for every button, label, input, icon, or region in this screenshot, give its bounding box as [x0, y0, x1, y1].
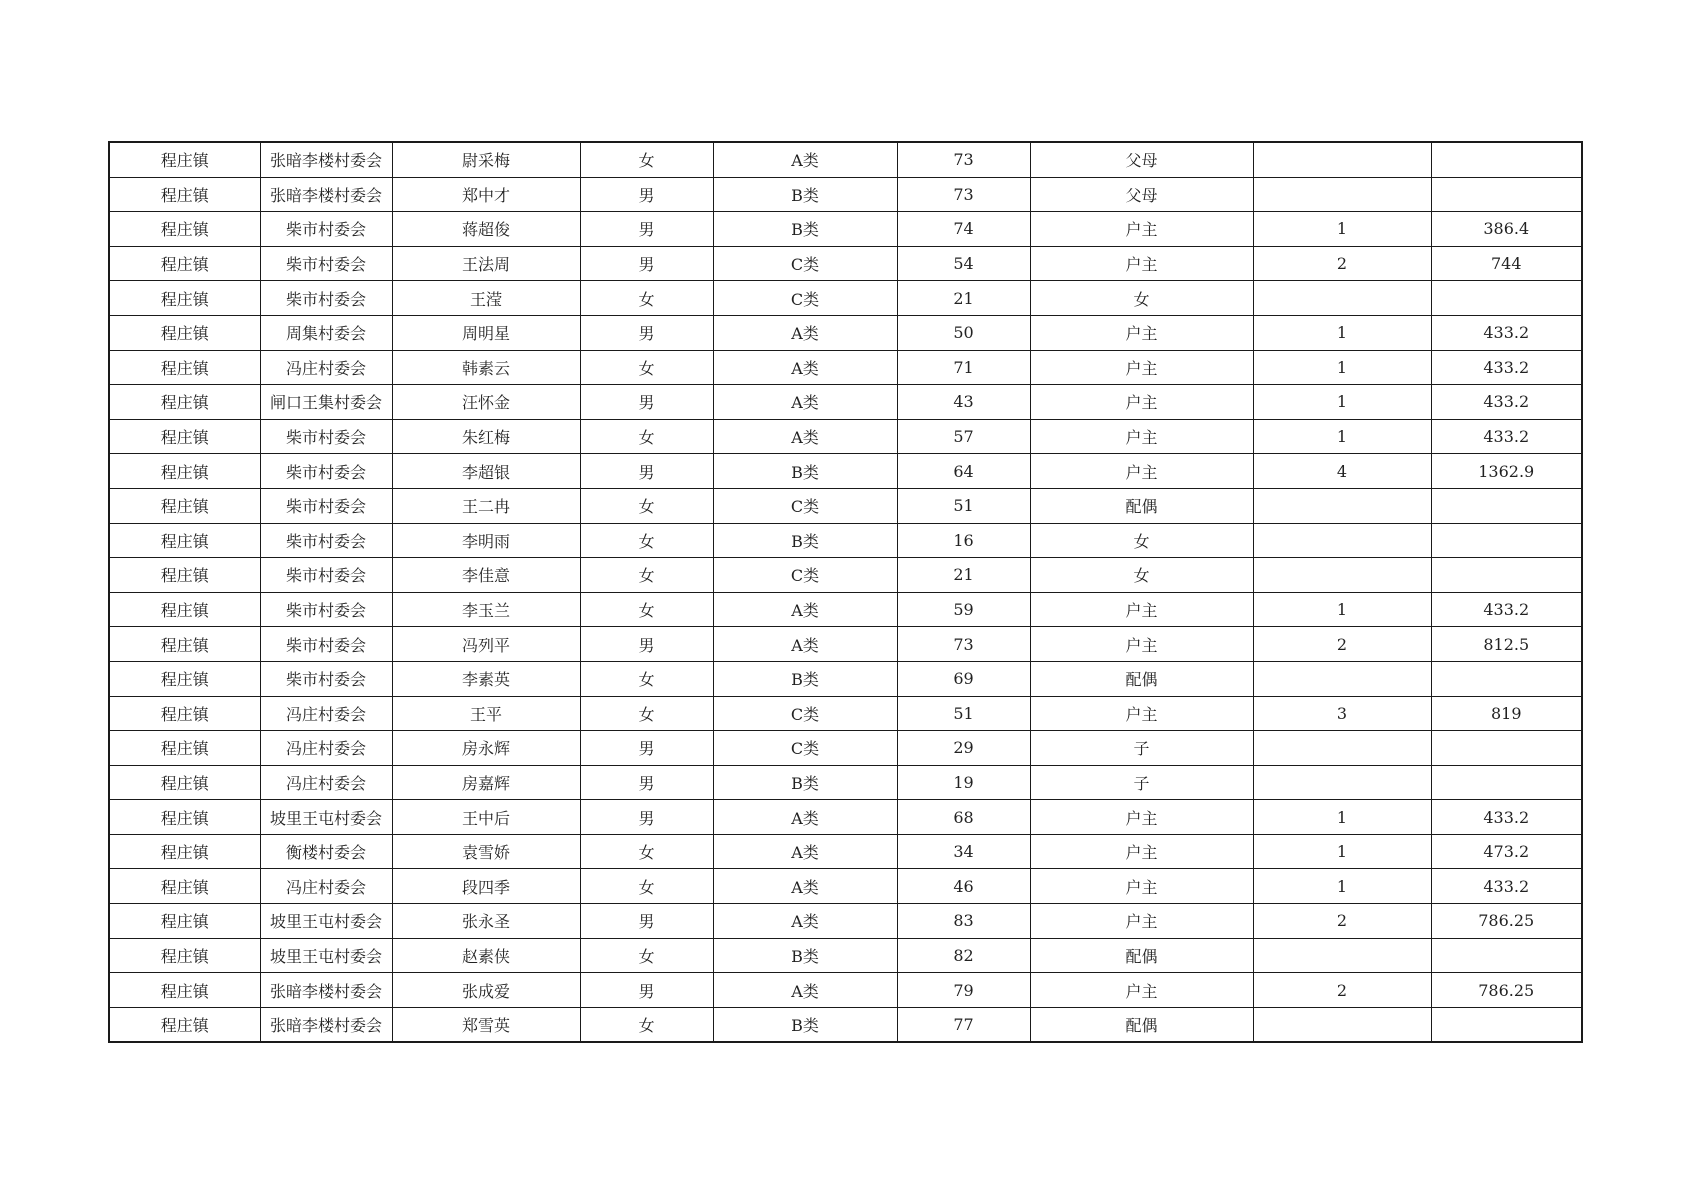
- cell-household-count: [1253, 558, 1431, 593]
- cell-name: 郑中才: [392, 177, 580, 212]
- cell-name: 李超银: [392, 454, 580, 489]
- cell-relation: 户主: [1030, 385, 1253, 420]
- cell-gender: 男: [580, 315, 713, 350]
- cell-category: A类: [713, 869, 897, 904]
- cell-village-committee: 张暗李楼村委会: [260, 973, 392, 1008]
- cell-town: 程庄镇: [109, 869, 260, 904]
- cell-category: B类: [713, 1007, 897, 1042]
- cell-age: 77: [897, 1007, 1030, 1042]
- cell-name: 房永辉: [392, 731, 580, 766]
- cell-gender: 女: [580, 592, 713, 627]
- cell-relation: 户主: [1030, 592, 1253, 627]
- cell-age: 16: [897, 523, 1030, 558]
- cell-household-count: 3: [1253, 696, 1431, 731]
- cell-town: 程庄镇: [109, 419, 260, 454]
- cell-household-count: [1253, 731, 1431, 766]
- cell-village-committee: 柴市村委会: [260, 281, 392, 316]
- cell-gender: 女: [580, 558, 713, 593]
- cell-category: C类: [713, 558, 897, 593]
- cell-age: 79: [897, 973, 1030, 1008]
- cell-village-committee: 冯庄村委会: [260, 765, 392, 800]
- cell-town: 程庄镇: [109, 1007, 260, 1042]
- cell-relation: 女: [1030, 281, 1253, 316]
- cell-category: A类: [713, 627, 897, 662]
- cell-amount: 433.2: [1431, 419, 1582, 454]
- cell-name: 张成爱: [392, 973, 580, 1008]
- cell-relation: 户主: [1030, 973, 1253, 1008]
- table-row: [109, 142, 1582, 177]
- cell-household-count: 1: [1253, 212, 1431, 247]
- cell-category: A类: [713, 350, 897, 385]
- cell-age: 34: [897, 834, 1030, 869]
- cell-town: 程庄镇: [109, 904, 260, 939]
- cell-amount: 1362.9: [1431, 454, 1582, 489]
- cell-village-committee: 张暗李楼村委会: [260, 1007, 392, 1042]
- cell-town: 程庄镇: [109, 523, 260, 558]
- cell-village-committee: 柴市村委会: [260, 419, 392, 454]
- cell-gender: 女: [580, 869, 713, 904]
- cell-amount: [1431, 142, 1582, 177]
- cell-relation: 户主: [1030, 696, 1253, 731]
- table-row: [109, 869, 1582, 904]
- cell-town: 程庄镇: [109, 592, 260, 627]
- cell-village-committee: 冯庄村委会: [260, 696, 392, 731]
- cell-amount: [1431, 765, 1582, 800]
- cell-household-count: 1: [1253, 385, 1431, 420]
- cell-household-count: 1: [1253, 592, 1431, 627]
- cell-village-committee: 柴市村委会: [260, 212, 392, 247]
- cell-gender: 女: [580, 938, 713, 973]
- cell-household-count: 1: [1253, 869, 1431, 904]
- cell-gender: 女: [580, 523, 713, 558]
- cell-amount: 433.2: [1431, 315, 1582, 350]
- cell-category: B类: [713, 212, 897, 247]
- cell-town: 程庄镇: [109, 696, 260, 731]
- cell-age: 51: [897, 488, 1030, 523]
- cell-village-committee: 柴市村委会: [260, 627, 392, 662]
- cell-age: 46: [897, 869, 1030, 904]
- cell-age: 83: [897, 904, 1030, 939]
- cell-amount: 433.2: [1431, 592, 1582, 627]
- cell-name: 袁雪娇: [392, 834, 580, 869]
- cell-household-count: 1: [1253, 800, 1431, 835]
- cell-relation: 户主: [1030, 246, 1253, 281]
- cell-amount: [1431, 558, 1582, 593]
- cell-village-committee: 冯庄村委会: [260, 350, 392, 385]
- table-row: [109, 523, 1582, 558]
- cell-relation: 户主: [1030, 454, 1253, 489]
- cell-category: B类: [713, 765, 897, 800]
- cell-amount: 433.2: [1431, 350, 1582, 385]
- cell-age: 51: [897, 696, 1030, 731]
- cell-age: 21: [897, 558, 1030, 593]
- cell-town: 程庄镇: [109, 834, 260, 869]
- cell-gender: 男: [580, 800, 713, 835]
- cell-name: 张永圣: [392, 904, 580, 939]
- cell-amount: [1431, 661, 1582, 696]
- cell-name: 汪怀金: [392, 385, 580, 420]
- cell-gender: 男: [580, 731, 713, 766]
- cell-amount: [1431, 523, 1582, 558]
- cell-household-count: [1253, 281, 1431, 316]
- table-row: [109, 973, 1582, 1008]
- cell-category: B类: [713, 454, 897, 489]
- table-row: [109, 731, 1582, 766]
- cell-amount: 812.5: [1431, 627, 1582, 662]
- cell-relation: 户主: [1030, 419, 1253, 454]
- cell-relation: 配偶: [1030, 661, 1253, 696]
- cell-town: 程庄镇: [109, 973, 260, 1008]
- cell-name: 李明雨: [392, 523, 580, 558]
- cell-name: 蒋超俊: [392, 212, 580, 247]
- table-row: [109, 488, 1582, 523]
- cell-household-count: 1: [1253, 834, 1431, 869]
- cell-age: 50: [897, 315, 1030, 350]
- cell-gender: 男: [580, 385, 713, 420]
- cell-amount: [1431, 281, 1582, 316]
- cell-gender: 女: [580, 142, 713, 177]
- cell-category: A类: [713, 592, 897, 627]
- cell-category: C类: [713, 281, 897, 316]
- cell-household-count: [1253, 177, 1431, 212]
- cell-village-committee: 衡楼村委会: [260, 834, 392, 869]
- cell-age: 19: [897, 765, 1030, 800]
- cell-village-committee: 坡里王屯村委会: [260, 800, 392, 835]
- table-row: [109, 904, 1582, 939]
- cell-age: 57: [897, 419, 1030, 454]
- cell-town: 程庄镇: [109, 454, 260, 489]
- cell-gender: 女: [580, 696, 713, 731]
- cell-amount: 786.25: [1431, 904, 1582, 939]
- table-row: [109, 800, 1582, 835]
- table-row: [109, 212, 1582, 247]
- cell-town: 程庄镇: [109, 142, 260, 177]
- cell-relation: 配偶: [1030, 938, 1253, 973]
- cell-amount: 786.25: [1431, 973, 1582, 1008]
- table-row: [109, 627, 1582, 662]
- cell-age: 21: [897, 281, 1030, 316]
- cell-category: B类: [713, 938, 897, 973]
- cell-relation: 户主: [1030, 904, 1253, 939]
- cell-gender: 女: [580, 488, 713, 523]
- cell-relation: 户主: [1030, 350, 1253, 385]
- cell-category: A类: [713, 315, 897, 350]
- cell-village-committee: 柴市村委会: [260, 558, 392, 593]
- cell-village-committee: 柴市村委会: [260, 661, 392, 696]
- cell-household-count: 2: [1253, 627, 1431, 662]
- table-row: [109, 419, 1582, 454]
- table-row: [109, 177, 1582, 212]
- cell-gender: 男: [580, 973, 713, 1008]
- data-table: [108, 141, 1583, 1043]
- cell-village-committee: 冯庄村委会: [260, 731, 392, 766]
- table-row: [109, 592, 1582, 627]
- table-row: [109, 558, 1582, 593]
- table-row: [109, 661, 1582, 696]
- cell-town: 程庄镇: [109, 177, 260, 212]
- table-row: [109, 765, 1582, 800]
- cell-town: 程庄镇: [109, 661, 260, 696]
- cell-town: 程庄镇: [109, 765, 260, 800]
- cell-town: 程庄镇: [109, 350, 260, 385]
- cell-amount: 433.2: [1431, 800, 1582, 835]
- table-row: [109, 350, 1582, 385]
- cell-name: 朱红梅: [392, 419, 580, 454]
- cell-name: 冯列平: [392, 627, 580, 662]
- cell-category: B类: [713, 523, 897, 558]
- cell-gender: 女: [580, 350, 713, 385]
- cell-household-count: [1253, 765, 1431, 800]
- cell-age: 82: [897, 938, 1030, 973]
- cell-village-committee: 张暗李楼村委会: [260, 177, 392, 212]
- cell-age: 64: [897, 454, 1030, 489]
- cell-relation: 户主: [1030, 627, 1253, 662]
- cell-gender: 男: [580, 765, 713, 800]
- cell-town: 程庄镇: [109, 385, 260, 420]
- cell-category: A类: [713, 904, 897, 939]
- table-row: [109, 385, 1582, 420]
- cell-household-count: [1253, 661, 1431, 696]
- cell-name: 王二冉: [392, 488, 580, 523]
- cell-amount: 473.2: [1431, 834, 1582, 869]
- cell-amount: 386.4: [1431, 212, 1582, 247]
- cell-category: B类: [713, 177, 897, 212]
- cell-household-count: 1: [1253, 315, 1431, 350]
- cell-town: 程庄镇: [109, 315, 260, 350]
- cell-age: 73: [897, 177, 1030, 212]
- cell-name: 段四季: [392, 869, 580, 904]
- cell-household-count: [1253, 1007, 1431, 1042]
- cell-relation: 户主: [1030, 315, 1253, 350]
- cell-name: 王法周: [392, 246, 580, 281]
- cell-relation: 户主: [1030, 834, 1253, 869]
- cell-household-count: [1253, 142, 1431, 177]
- cell-household-count: [1253, 938, 1431, 973]
- cell-age: 73: [897, 627, 1030, 662]
- cell-name: 房嘉辉: [392, 765, 580, 800]
- cell-category: A类: [713, 834, 897, 869]
- cell-gender: 女: [580, 1007, 713, 1042]
- cell-gender: 男: [580, 627, 713, 662]
- cell-town: 程庄镇: [109, 627, 260, 662]
- cell-relation: 父母: [1030, 177, 1253, 212]
- cell-relation: 子: [1030, 731, 1253, 766]
- cell-age: 74: [897, 212, 1030, 247]
- cell-amount: 433.2: [1431, 869, 1582, 904]
- cell-town: 程庄镇: [109, 212, 260, 247]
- cell-amount: [1431, 731, 1582, 766]
- cell-town: 程庄镇: [109, 558, 260, 593]
- cell-town: 程庄镇: [109, 938, 260, 973]
- cell-age: 54: [897, 246, 1030, 281]
- table-body: [109, 142, 1582, 1042]
- table-row: [109, 281, 1582, 316]
- table-row: [109, 938, 1582, 973]
- cell-name: 李素英: [392, 661, 580, 696]
- cell-gender: 男: [580, 212, 713, 247]
- cell-town: 程庄镇: [109, 488, 260, 523]
- cell-relation: 配偶: [1030, 488, 1253, 523]
- cell-category: A类: [713, 385, 897, 420]
- cell-category: A类: [713, 973, 897, 1008]
- cell-amount: 433.2: [1431, 385, 1582, 420]
- cell-category: C类: [713, 488, 897, 523]
- cell-household-count: 1: [1253, 419, 1431, 454]
- cell-name: 李玉兰: [392, 592, 580, 627]
- cell-age: 29: [897, 731, 1030, 766]
- table-row: [109, 1007, 1582, 1042]
- cell-amount: [1431, 1007, 1582, 1042]
- cell-amount: [1431, 177, 1582, 212]
- cell-relation: 户主: [1030, 212, 1253, 247]
- cell-gender: 女: [580, 834, 713, 869]
- cell-village-committee: 柴市村委会: [260, 523, 392, 558]
- cell-household-count: [1253, 488, 1431, 523]
- cell-town: 程庄镇: [109, 246, 260, 281]
- cell-age: 43: [897, 385, 1030, 420]
- cell-household-count: [1253, 523, 1431, 558]
- cell-town: 程庄镇: [109, 731, 260, 766]
- cell-village-committee: 柴市村委会: [260, 246, 392, 281]
- cell-gender: 女: [580, 661, 713, 696]
- cell-name: 王中后: [392, 800, 580, 835]
- cell-category: C类: [713, 246, 897, 281]
- cell-gender: 男: [580, 454, 713, 489]
- cell-village-committee: 柴市村委会: [260, 454, 392, 489]
- cell-village-committee: 闸口王集村委会: [260, 385, 392, 420]
- cell-category: B类: [713, 661, 897, 696]
- cell-age: 73: [897, 142, 1030, 177]
- cell-category: C类: [713, 731, 897, 766]
- cell-village-committee: 冯庄村委会: [260, 869, 392, 904]
- cell-name: 尉采梅: [392, 142, 580, 177]
- cell-category: A类: [713, 800, 897, 835]
- cell-name: 韩素云: [392, 350, 580, 385]
- cell-amount: [1431, 488, 1582, 523]
- cell-relation: 女: [1030, 558, 1253, 593]
- table-row: [109, 246, 1582, 281]
- cell-household-count: 4: [1253, 454, 1431, 489]
- cell-village-committee: 坡里王屯村委会: [260, 904, 392, 939]
- cell-gender: 男: [580, 177, 713, 212]
- cell-category: A类: [713, 142, 897, 177]
- cell-relation: 父母: [1030, 142, 1253, 177]
- cell-relation: 户主: [1030, 869, 1253, 904]
- cell-town: 程庄镇: [109, 800, 260, 835]
- cell-name: 赵素侠: [392, 938, 580, 973]
- cell-relation: 户主: [1030, 800, 1253, 835]
- cell-amount: [1431, 938, 1582, 973]
- cell-relation: 配偶: [1030, 1007, 1253, 1042]
- cell-age: 69: [897, 661, 1030, 696]
- cell-category: C类: [713, 696, 897, 731]
- table-row: [109, 454, 1582, 489]
- cell-village-committee: 柴市村委会: [260, 488, 392, 523]
- table-row: [109, 696, 1582, 731]
- cell-name: 李佳意: [392, 558, 580, 593]
- table-row: [109, 834, 1582, 869]
- cell-amount: 819: [1431, 696, 1582, 731]
- cell-gender: 男: [580, 246, 713, 281]
- cell-name: 郑雪英: [392, 1007, 580, 1042]
- cell-name: 周明星: [392, 315, 580, 350]
- cell-name: 王滢: [392, 281, 580, 316]
- cell-village-committee: 坡里王屯村委会: [260, 938, 392, 973]
- cell-household-count: 2: [1253, 246, 1431, 281]
- cell-gender: 女: [580, 281, 713, 316]
- cell-amount: 744: [1431, 246, 1582, 281]
- cell-category: A类: [713, 419, 897, 454]
- cell-gender: 女: [580, 419, 713, 454]
- cell-name: 王平: [392, 696, 580, 731]
- cell-gender: 男: [580, 904, 713, 939]
- cell-age: 59: [897, 592, 1030, 627]
- cell-household-count: 2: [1253, 904, 1431, 939]
- cell-town: 程庄镇: [109, 281, 260, 316]
- table-row: [109, 315, 1582, 350]
- cell-relation: 子: [1030, 765, 1253, 800]
- cell-village-committee: 张暗李楼村委会: [260, 142, 392, 177]
- cell-age: 71: [897, 350, 1030, 385]
- cell-village-committee: 周集村委会: [260, 315, 392, 350]
- cell-household-count: 1: [1253, 350, 1431, 385]
- cell-village-committee: 柴市村委会: [260, 592, 392, 627]
- cell-age: 68: [897, 800, 1030, 835]
- cell-household-count: 2: [1253, 973, 1431, 1008]
- cell-relation: 女: [1030, 523, 1253, 558]
